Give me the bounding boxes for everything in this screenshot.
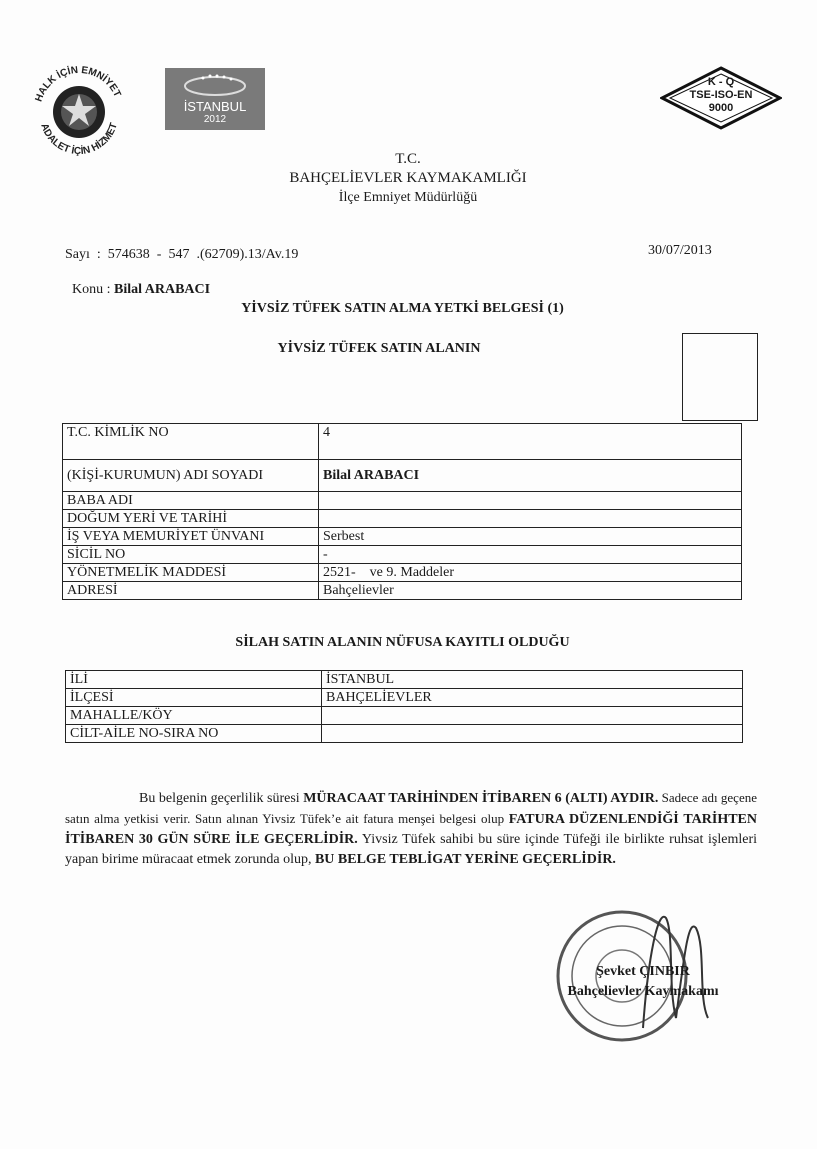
registry-title: SİLAH SATIN ALANIN NÜFUSA KAYITLI OLDUĞU: [235, 635, 570, 650]
row-label: MAHALLE/KÖY: [66, 707, 322, 725]
kq-line1: K - Q: [707, 76, 735, 88]
police-logo: [28, 60, 130, 162]
row-value: Serbest: [319, 528, 742, 546]
svg-text:HALK İÇİN EMNİYET: HALK İÇİN EMNİYET: [33, 64, 123, 104]
table-row: [63, 510, 742, 528]
header-tc: T.C.: [395, 151, 421, 167]
para-bold-1: MÜRACAAT TARİHİNDEN İTİBAREN 6 (ALTI) AYDIR.: [303, 791, 659, 806]
row-value: [319, 492, 742, 510]
row-label: YÖNETMELİK MADDESİ: [63, 564, 319, 582]
konu-value: Bilal ARABACI: [114, 282, 211, 297]
row-value: 2521- ve 9. Maddeler: [319, 564, 742, 582]
photo-box: [682, 333, 758, 421]
table-row: [66, 671, 743, 689]
document-date: 30/07/2013: [648, 243, 712, 258]
para-text-3: Yivsiz Tüfek sahibi bu süre içinde Tüfeği ile birlikte ruhsat işlemleri yapan birime müracaat etmek zorunda olup,: [65, 832, 757, 867]
row-label: İŞ VEYA MEMURİYET ÜNVANI: [63, 528, 319, 546]
row-value: BAHÇELİEVLER: [322, 689, 743, 707]
table-row: [63, 546, 742, 564]
istanbul-city-label: İSTANBUL: [183, 99, 247, 114]
signatory-title: Bahçelievler Kaymakamı: [567, 984, 719, 999]
row-value: [322, 707, 743, 725]
header-mudurluk: İlçe Emniyet Müdürlüğü: [338, 190, 478, 205]
row-label: (KİŞİ-KURUMUN) ADI SOYADI: [63, 460, 319, 492]
table-row: [66, 689, 743, 707]
istanbul-2012-logo: [165, 68, 265, 130]
row-value: İSTANBUL: [322, 671, 743, 689]
ref-konu: [65, 266, 210, 298]
table-row: [63, 424, 742, 460]
row-value: -: [319, 546, 742, 564]
row-value: [322, 725, 743, 743]
table-row: [63, 564, 742, 582]
table-row: [66, 725, 743, 743]
table-row: [63, 492, 742, 510]
para-bold-2: FATURA DÜZENLENDİĞİ TARİHTEN İTİBAREN 30 GÜN SÜRE İLE GEÇERLİDİR.: [65, 812, 758, 847]
row-value: Bilal ARABACI: [319, 460, 742, 492]
row-value: 4: [319, 424, 742, 460]
ref-sayi: Sayı : 574638 - 547 .(62709).13/Av.19: [65, 247, 299, 262]
konu-label: Konu :: [72, 282, 114, 297]
signatory-name: Şevket ÇINBIR: [596, 964, 690, 979]
row-label: DOĞUM YERİ VE TARİHİ: [63, 510, 319, 528]
istanbul-year-label: 2012: [203, 114, 227, 125]
row-label: T.C. KİMLİK NO: [63, 424, 319, 460]
table-row: [66, 707, 743, 725]
table-row: [63, 582, 742, 600]
row-label: BABA ADI: [63, 492, 319, 510]
row-value: [319, 510, 742, 528]
row-label: ADRESİ: [63, 582, 319, 600]
letterhead: [260, 150, 556, 207]
svg-text:ADALET İÇİN HİZMET: ADALET İÇİN HİZMET: [38, 121, 120, 158]
row-label: İLİ: [66, 671, 322, 689]
row-label: İLÇESİ: [66, 689, 322, 707]
table-row: [63, 460, 742, 492]
table-row: [63, 528, 742, 546]
row-label: SİCİL NO: [63, 546, 319, 564]
buyer-table: [62, 423, 742, 600]
header-kaymakamlik: BAHÇELİEVLER KAYMAKAMLIĞI: [289, 170, 527, 186]
sub-title: YİVSİZ TÜFEK SATIN ALANIN: [277, 341, 481, 356]
kq-line2: TSE-ISO-EN: [689, 89, 753, 101]
main-title: YİVSİZ TÜFEK SATIN ALMA YETKİ BELGESİ (1): [241, 301, 564, 316]
validity-paragraph: [65, 788, 757, 870]
para-text-1: Bu belgenin geçerlilik süresi: [139, 791, 304, 806]
para-bold-3: BU BELGE TEBLİGAT YERİNE GEÇERLİDİR.: [314, 852, 616, 867]
kq-tse-logo: [660, 66, 782, 135]
registry-table: [65, 670, 743, 743]
row-label: CİLT-AİLE NO-SIRA NO: [66, 725, 322, 743]
para-text-2: Sadece adı geçene satın alma yetkisi verir. Satın alınan Yivsiz Tüfek’e ait fatura menşei belgesi olup: [65, 790, 757, 826]
row-value: Bahçelievler: [319, 582, 742, 600]
kq-line3: 9000: [708, 102, 734, 114]
